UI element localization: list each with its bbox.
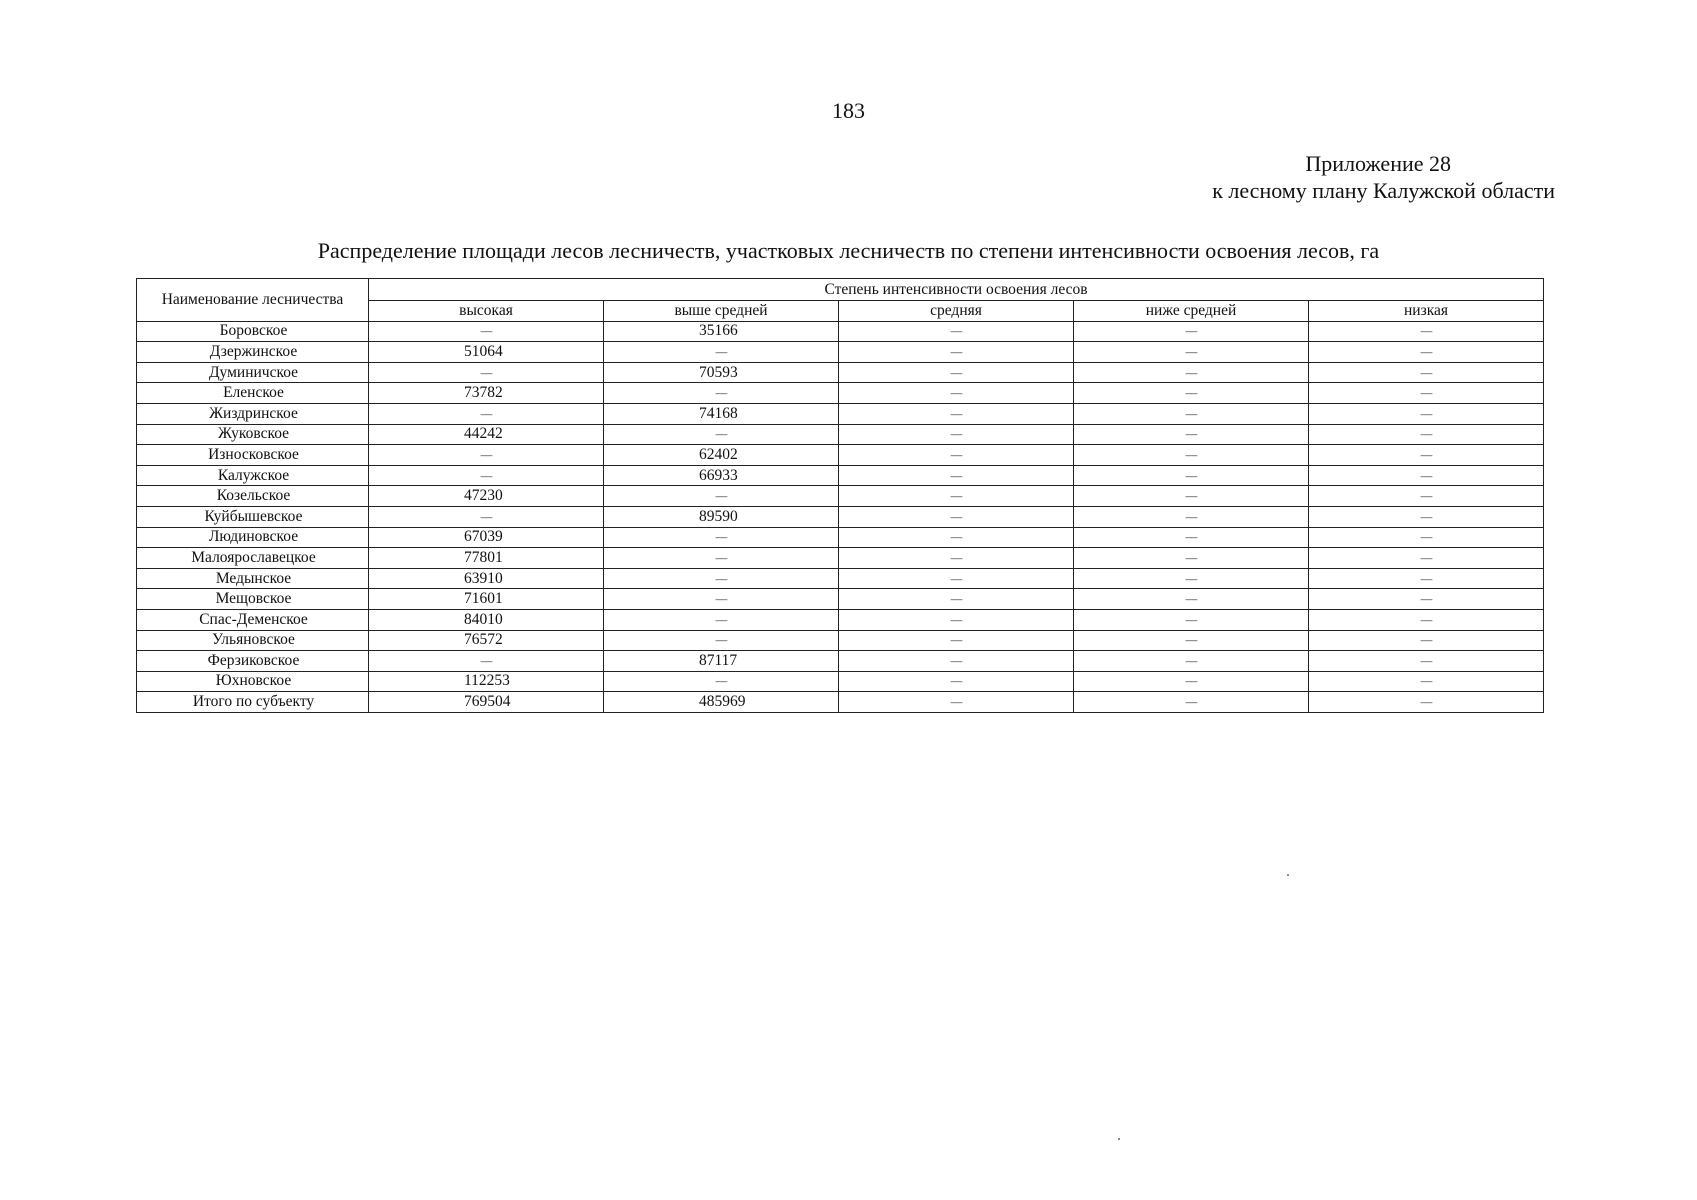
empty-value-cell [1309, 527, 1544, 548]
empty-value-cell [604, 630, 839, 651]
dash-mark: — [1185, 652, 1197, 668]
dash-mark: — [950, 694, 962, 710]
dash-mark: — [1185, 529, 1197, 545]
dash-mark: — [1420, 529, 1432, 545]
table-row [137, 692, 1544, 713]
empty-value-cell [839, 651, 1074, 672]
dash-mark: — [1420, 632, 1432, 648]
empty-value-cell [1074, 548, 1309, 569]
area-value-cell: 44242 [369, 424, 604, 445]
scan-speck [1287, 874, 1289, 876]
header-intensity-group: Степень интенсивности освоения лесов [369, 279, 1544, 301]
dash-mark: — [1185, 426, 1197, 442]
area-value-cell: 769504 [369, 692, 604, 713]
document-title: Распределение площади лесов лесничеств, участковых лесничеств по степени интенсивности освоения лесов, га [317, 238, 1380, 263]
table-row [137, 568, 1544, 589]
empty-value-cell [1309, 403, 1544, 424]
forestry-name-cell: Боровское [137, 321, 369, 342]
empty-value-cell [839, 506, 1074, 527]
empty-value-cell [604, 342, 839, 363]
empty-value-cell [839, 548, 1074, 569]
empty-value-cell [839, 383, 1074, 404]
empty-value-cell [369, 465, 604, 486]
empty-value-cell [369, 651, 604, 672]
area-value-cell: 89590 [604, 506, 839, 527]
empty-value-cell [1074, 609, 1309, 630]
dash-mark: — [715, 343, 727, 359]
table-row [137, 589, 1544, 610]
dash-mark: — [1185, 405, 1197, 421]
forestry-name-cell: Жуковское [137, 424, 369, 445]
header-forestry-name: Наименование лесничества [137, 279, 369, 322]
empty-value-cell [604, 486, 839, 507]
dash-mark: — [1420, 488, 1432, 504]
dash-mark: — [1185, 694, 1197, 710]
table-row [137, 527, 1544, 548]
forestry-name-cell: Еленское [137, 383, 369, 404]
empty-value-cell [1309, 486, 1544, 507]
table-row [137, 609, 1544, 630]
forestry-name-cell: Мещовское [137, 589, 369, 610]
empty-value-cell [1074, 527, 1309, 548]
dash-mark: — [480, 364, 492, 380]
area-value-cell: 74168 [604, 403, 839, 424]
empty-value-cell [839, 527, 1074, 548]
table-row [137, 362, 1544, 383]
empty-value-cell [1309, 651, 1544, 672]
empty-value-cell [1309, 342, 1544, 363]
area-value-cell: 63910 [369, 568, 604, 589]
dash-mark: — [1185, 446, 1197, 462]
dash-mark: — [715, 673, 727, 689]
area-value-cell: 47230 [369, 486, 604, 507]
dash-mark: — [1185, 488, 1197, 504]
empty-value-cell [1309, 506, 1544, 527]
empty-value-cell [839, 424, 1074, 445]
empty-value-cell [369, 403, 604, 424]
empty-value-cell [1074, 424, 1309, 445]
dash-mark: — [1185, 343, 1197, 359]
appendix-line-1: Приложение 28 [1305, 151, 1451, 176]
dash-mark: — [950, 467, 962, 483]
area-value-cell: 73782 [369, 383, 604, 404]
forestry-name-cell: Малоярославецкое [137, 548, 369, 569]
header-low: низкая [1309, 301, 1544, 322]
empty-value-cell [1074, 445, 1309, 466]
dash-mark: — [480, 652, 492, 668]
table-row [137, 651, 1544, 672]
empty-value-cell [839, 321, 1074, 342]
empty-value-cell [1074, 506, 1309, 527]
empty-value-cell [1309, 445, 1544, 466]
dash-mark: — [950, 673, 962, 689]
dash-mark: — [480, 467, 492, 483]
dash-mark: — [950, 323, 962, 339]
forestry-name-cell: Итого по субъекту [137, 692, 369, 713]
area-value-cell: 51064 [369, 342, 604, 363]
empty-value-cell [1074, 465, 1309, 486]
dash-mark: — [950, 426, 962, 442]
dash-mark: — [480, 323, 492, 339]
scan-speck [1118, 1138, 1120, 1140]
header-below-average: ниже средней [1074, 301, 1309, 322]
empty-value-cell [1309, 362, 1544, 383]
empty-value-cell [839, 445, 1074, 466]
empty-value-cell [839, 486, 1074, 507]
dash-mark: — [715, 529, 727, 545]
table-row [137, 383, 1544, 404]
area-value-cell: 70593 [604, 362, 839, 383]
dash-mark: — [1420, 426, 1432, 442]
empty-value-cell [604, 589, 839, 610]
forestry-name-cell: Козельское [137, 486, 369, 507]
empty-value-cell [1309, 424, 1544, 445]
dash-mark: — [1185, 364, 1197, 380]
empty-value-cell [604, 568, 839, 589]
dash-mark: — [715, 632, 727, 648]
dash-mark: — [950, 632, 962, 648]
empty-value-cell [1074, 403, 1309, 424]
table-row [137, 486, 1544, 507]
dash-mark: — [950, 488, 962, 504]
empty-value-cell [604, 424, 839, 445]
area-value-cell: 76572 [369, 630, 604, 651]
dash-mark: — [950, 549, 962, 565]
dash-mark: — [480, 446, 492, 462]
area-value-cell: 67039 [369, 527, 604, 548]
dash-mark: — [1420, 323, 1432, 339]
empty-value-cell [604, 609, 839, 630]
empty-value-cell [1074, 568, 1309, 589]
dash-mark: — [1420, 508, 1432, 524]
empty-value-cell [1074, 486, 1309, 507]
empty-value-cell [604, 527, 839, 548]
area-value-cell: 87117 [604, 651, 839, 672]
dash-mark: — [1185, 323, 1197, 339]
empty-value-cell [1309, 671, 1544, 692]
empty-value-cell [369, 362, 604, 383]
empty-value-cell [839, 692, 1074, 713]
empty-value-cell [1309, 321, 1544, 342]
empty-value-cell [1309, 589, 1544, 610]
dash-mark: — [950, 405, 962, 421]
dash-mark: — [715, 488, 727, 504]
dash-mark: — [715, 549, 727, 565]
dash-mark: — [1420, 611, 1432, 627]
forestry-name-cell: Думиничское [137, 362, 369, 383]
dash-mark: — [950, 364, 962, 380]
forestry-name-cell: Износковское [137, 445, 369, 466]
appendix-caption [1212, 150, 1555, 204]
dash-mark: — [950, 446, 962, 462]
area-value-cell: 35166 [604, 321, 839, 342]
dash-mark: — [1420, 343, 1432, 359]
table-row [137, 403, 1544, 424]
empty-value-cell [1309, 630, 1544, 651]
area-value-cell: 112253 [369, 671, 604, 692]
dash-mark: — [1185, 591, 1197, 607]
dash-mark: — [950, 611, 962, 627]
appendix-line-2: к лесному плану Калужской области [1212, 178, 1555, 203]
empty-value-cell [1074, 362, 1309, 383]
empty-value-cell [839, 589, 1074, 610]
dash-mark: — [715, 611, 727, 627]
empty-value-cell [1074, 651, 1309, 672]
empty-value-cell [839, 609, 1074, 630]
empty-value-cell [839, 630, 1074, 651]
dash-mark: — [1420, 673, 1432, 689]
dash-mark: — [1185, 508, 1197, 524]
dash-mark: — [1185, 632, 1197, 648]
dash-mark: — [1185, 467, 1197, 483]
table-row [137, 342, 1544, 363]
forest-intensity-table-container [136, 278, 1544, 713]
dash-mark: — [480, 405, 492, 421]
dash-mark: — [1185, 611, 1197, 627]
dash-mark: — [1185, 385, 1197, 401]
empty-value-cell [839, 342, 1074, 363]
table-row [137, 548, 1544, 569]
forestry-name-cell: Юхновское [137, 671, 369, 692]
dash-mark: — [950, 570, 962, 586]
dash-mark: — [950, 343, 962, 359]
dash-mark: — [1420, 364, 1432, 380]
dash-mark: — [950, 652, 962, 668]
dash-mark: — [1420, 467, 1432, 483]
dash-mark: — [1420, 591, 1432, 607]
empty-value-cell [369, 506, 604, 527]
empty-value-cell [839, 568, 1074, 589]
table-row [137, 445, 1544, 466]
dash-mark: — [950, 591, 962, 607]
table-row [137, 506, 1544, 527]
dash-mark: — [1420, 446, 1432, 462]
empty-value-cell [839, 465, 1074, 486]
dash-mark: — [950, 385, 962, 401]
forestry-name-cell: Ульяновское [137, 630, 369, 651]
empty-value-cell [1074, 692, 1309, 713]
empty-value-cell [839, 671, 1074, 692]
area-value-cell: 66933 [604, 465, 839, 486]
table-row [137, 630, 1544, 651]
dash-mark: — [1420, 652, 1432, 668]
table-row [137, 671, 1544, 692]
empty-value-cell [1074, 589, 1309, 610]
forestry-name-cell: Куйбышевское [137, 506, 369, 527]
page-number: 183 [832, 98, 865, 123]
forestry-name-cell: Людиновское [137, 527, 369, 548]
table-row [137, 424, 1544, 445]
dash-mark: — [715, 385, 727, 401]
empty-value-cell [604, 383, 839, 404]
area-value-cell: 77801 [369, 548, 604, 569]
area-value-cell: 84010 [369, 609, 604, 630]
area-value-cell: 485969 [604, 692, 839, 713]
empty-value-cell [839, 403, 1074, 424]
dash-mark: — [1185, 549, 1197, 565]
forest-intensity-table [136, 278, 1544, 713]
table-row [137, 321, 1544, 342]
header-above-average: выше средней [604, 301, 839, 322]
area-value-cell: 71601 [369, 589, 604, 610]
dash-mark: — [715, 570, 727, 586]
table-body [137, 321, 1544, 712]
empty-value-cell [839, 362, 1074, 383]
empty-value-cell [1309, 465, 1544, 486]
forestry-name-cell: Ферзиковское [137, 651, 369, 672]
forestry-name-cell: Спас-Деменское [137, 609, 369, 630]
empty-value-cell [1309, 609, 1544, 630]
empty-value-cell [1074, 342, 1309, 363]
dash-mark: — [480, 508, 492, 524]
dash-mark: — [1420, 385, 1432, 401]
area-value-cell: 62402 [604, 445, 839, 466]
empty-value-cell [1309, 692, 1544, 713]
dash-mark: — [1420, 694, 1432, 710]
forestry-name-cell: Медынское [137, 568, 369, 589]
table-row [137, 465, 1544, 486]
empty-value-cell [604, 548, 839, 569]
empty-value-cell [1074, 671, 1309, 692]
dash-mark: — [1420, 570, 1432, 586]
empty-value-cell [1074, 383, 1309, 404]
dash-mark: — [950, 529, 962, 545]
dash-mark: — [715, 591, 727, 607]
forestry-name-cell: Дзержинское [137, 342, 369, 363]
dash-mark: — [950, 508, 962, 524]
header-high: высокая [369, 301, 604, 322]
forestry-name-cell: Калужское [137, 465, 369, 486]
empty-value-cell [604, 671, 839, 692]
empty-value-cell [1309, 383, 1544, 404]
empty-value-cell [369, 321, 604, 342]
empty-value-cell [369, 445, 604, 466]
empty-value-cell [1074, 321, 1309, 342]
empty-value-cell [1074, 630, 1309, 651]
dash-mark: — [1185, 570, 1197, 586]
dash-mark: — [715, 426, 727, 442]
header-average: средняя [839, 301, 1074, 322]
forestry-name-cell: Жиздринское [137, 403, 369, 424]
dash-mark: — [1185, 673, 1197, 689]
dash-mark: — [1420, 549, 1432, 565]
dash-mark: — [1420, 405, 1432, 421]
empty-value-cell [1309, 548, 1544, 569]
empty-value-cell [1309, 568, 1544, 589]
